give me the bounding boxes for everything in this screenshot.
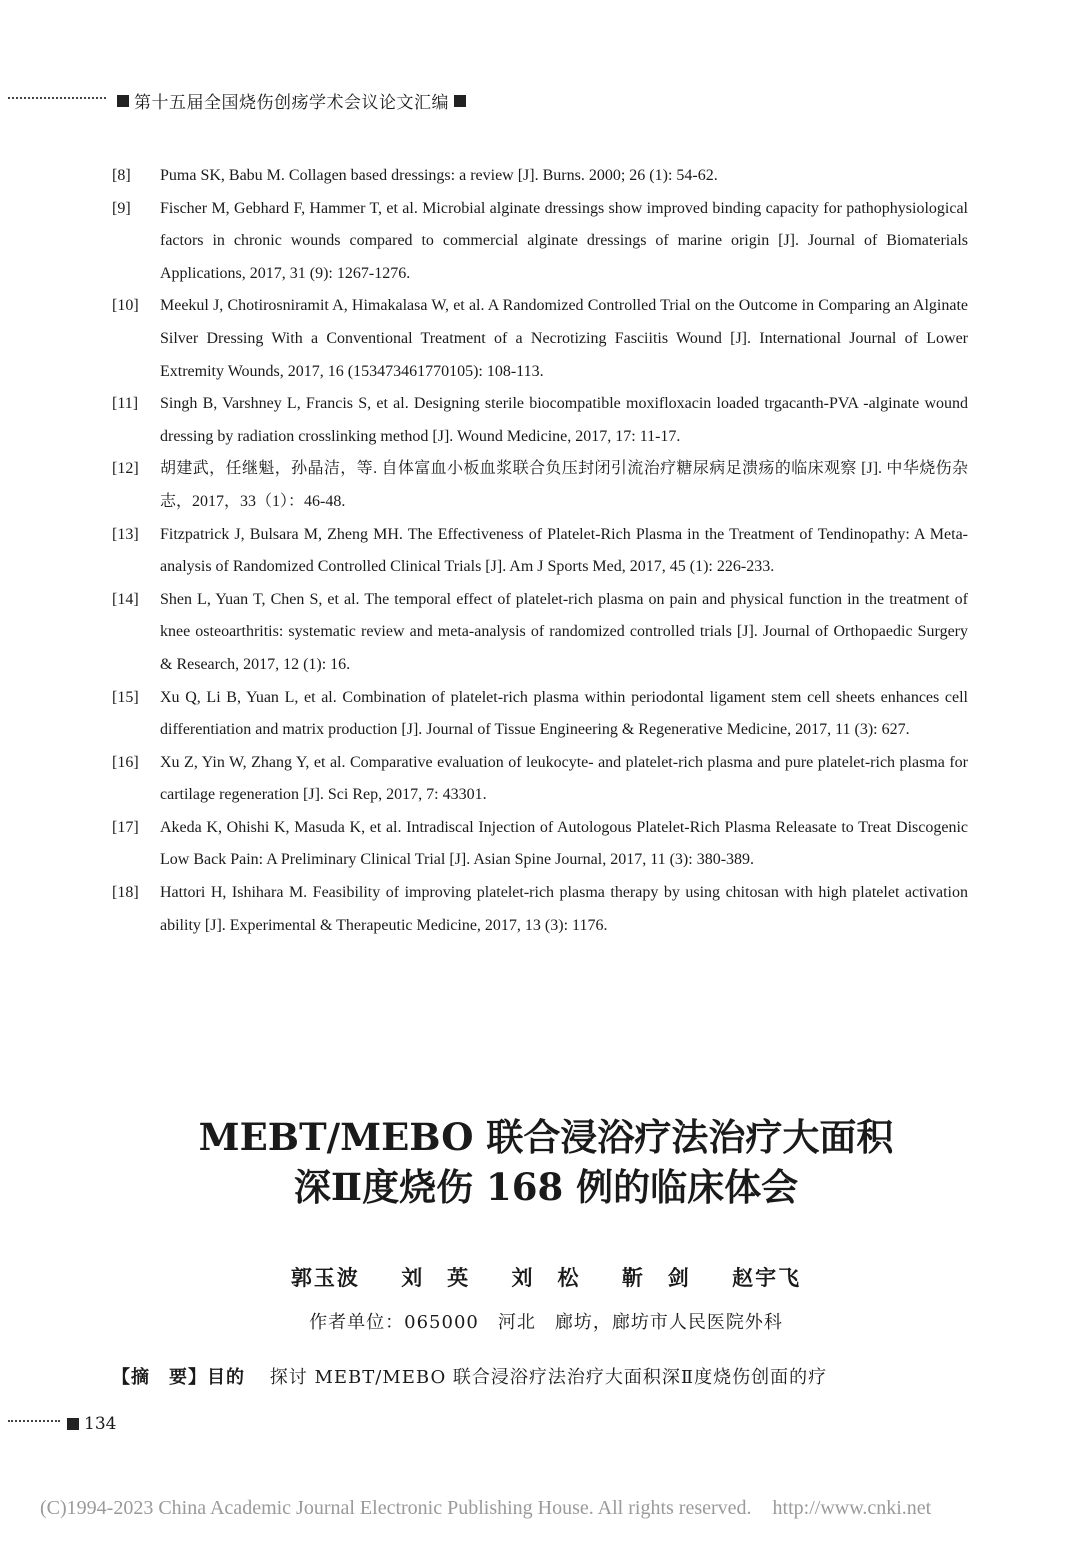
reference-text: Singh B, Varshney L, Francis S, et al. Designing sterile biocompatible moxifloxacin loaded trgacanth-PVA -alginate wound dressing by radiation crosslinking method [J]. Wound Medicine, 2017, 17: 11-17.	[160, 395, 968, 445]
reference-number: [14]	[112, 590, 139, 608]
page-footer	[8, 1414, 116, 1434]
reference-number: [13]	[112, 525, 139, 543]
reference-text: Fischer M, Gebhard F, Hammer T, et al. Microbial alginate dressings show improved binding capacity for pathophysiological factors in chronic wounds compared to commercial alginate dressings of marine origin [J]. Journal of Biomaterials Applications, 2017, 31 (9): 1267-1276.	[160, 199, 968, 282]
reference-number: [11]	[112, 395, 139, 413]
header-square-icon	[117, 95, 129, 107]
reference-number: [9]	[112, 199, 131, 217]
footer-dotted-rule	[8, 1420, 60, 1422]
reference-text: Puma SK, Babu M. Collagen based dressings: a review [J]. Burns. 2000; 26 (1): 54-62.	[160, 167, 718, 184]
footer-square-icon	[67, 1418, 79, 1430]
reference-number: [16]	[112, 753, 139, 771]
reference-list	[112, 160, 968, 942]
author-affiliation: 作者单位：065000 河北 廊坊，廊坊市人民医院外科	[309, 1312, 783, 1333]
article-title	[0, 1112, 1092, 1212]
running-header	[8, 88, 471, 113]
reference-item	[112, 388, 968, 453]
reference-item	[112, 584, 968, 682]
reference-number: [12]	[112, 460, 139, 478]
abstract-label: 【摘 要】目的	[112, 1367, 245, 1388]
reference-item	[112, 519, 968, 584]
reference-text: Fitzpatrick J, Bulsara M, Zheng MH. The Effectiveness of Platelet-Rich Plasma in the Treatment of Tendinopathy: A Meta-analysis of Randomized Controlled Clinical Trials [J]. Am J Sports Med, 2017, 45 (1): 226-233.	[160, 525, 968, 576]
reference-text: Akeda K, Ohishi K, Masuda K, et al. Intradiscal Injection of Autologous Platelet-Rich Plasma Releasate to Treat Discogenic Low Back Pain: A Preliminary Clinical Trial [J]. Asian Spine Journal, 2017, 11 (3): 380-389.	[160, 818, 968, 869]
header-title: 第十五届全国烧伤创疡学术会议论文汇编	[134, 93, 449, 113]
author-name: 靳 剑	[621, 1265, 691, 1290]
reference-text: Hattori H, Ishihara M. Feasibility of improving platelet-rich plasma therapy by using chitosan with high platelet activation ability [J]. Experimental & Therapeutic Medicine, 2017, 13 (3): 1176.	[160, 884, 968, 934]
page-number: 134	[84, 1414, 117, 1434]
reference-item	[112, 290, 968, 388]
reference-text: Xu Z, Yin W, Zhang Y, et al. Comparative evaluation of leukocyte- and platelet-rich plasma and pure platelet-rich plasma for cartilage regeneration [J]. Sci Rep, 2017, 7: 43301.	[160, 753, 968, 804]
author-name: 刘 松	[511, 1265, 581, 1290]
article-title-line-1: MEBT/MEBO 联合浸浴疗法治疗大面积	[198, 1115, 894, 1159]
article-title-line-2: 深Ⅱ度烧伤 168 例的临床体会	[293, 1165, 799, 1209]
header-square-icon-right	[454, 95, 466, 107]
reference-item	[112, 877, 968, 942]
author-name: 赵宇飞	[732, 1265, 802, 1290]
reference-number: [15]	[112, 688, 139, 706]
reference-text: Xu Q, Li B, Yuan L, et al. Combination of platelet-rich plasma within periodontal ligament stem cell sheets enhances cell differentiation and matrix production [J]. Journal of Tissue Engineering & Regenerative Medicine, 2017, 11 (3): 627.	[160, 688, 968, 739]
reference-text: Shen L, Yuan T, Chen S, et al. The temporal effect of platelet-rich plasma on pain and physical function in the treatment of knee osteoarthritis: systematic review and meta-analysis of randomized controlled trials [J]. Journal of Orthopaedic Surgery & Research, 2017, 12 (1): 16.	[160, 590, 968, 673]
reference-item	[112, 160, 968, 193]
reference-number: [17]	[112, 818, 139, 836]
copyright-text: (C)1994-2023 China Academic Journal Electronic Publishing House. All rights reserved.	[40, 1497, 752, 1519]
reference-item	[112, 193, 968, 291]
reference-number: [10]	[112, 297, 139, 315]
reference-item	[112, 453, 968, 518]
header-dotted-rule	[8, 97, 106, 99]
copyright-notice	[40, 1497, 1040, 1520]
reference-item	[112, 747, 968, 812]
author-name: 刘 英	[401, 1265, 471, 1290]
reference-text: 胡建武，任继魁，孙晶洁，等. 自体富血小板血浆联合负压封闭引流治疗糖尿病足溃疡的临床观察 [J]. 中华烧伤杂志，2017，33（1）：46-48.	[160, 460, 968, 510]
reference-text: Meekul J, Chotirosniramit A, Himakalasa W, et al. A Randomized Controlled Trial on the Outcome in Comparing an Alginate Silver Dressing With a Conventional Treatment of a Necrotizing Fasciitis Wound [J]. International Journal of Lower Extremity Wounds, 2017, 16 (153473461770105): 108-113.	[160, 297, 968, 380]
reference-number: [18]	[112, 884, 139, 902]
author-list	[0, 1262, 1092, 1292]
reference-item	[112, 682, 968, 747]
reference-item	[112, 812, 968, 877]
abstract-text: 探讨 MEBT/MEBO 联合浸浴疗法治疗大面积深Ⅱ度烧伤创面的疗	[269, 1367, 828, 1388]
abstract	[112, 1363, 972, 1389]
source-url: http://www.cnki.net	[772, 1497, 932, 1519]
reference-number: [8]	[112, 167, 131, 184]
author-name: 郭玉波	[290, 1265, 360, 1290]
